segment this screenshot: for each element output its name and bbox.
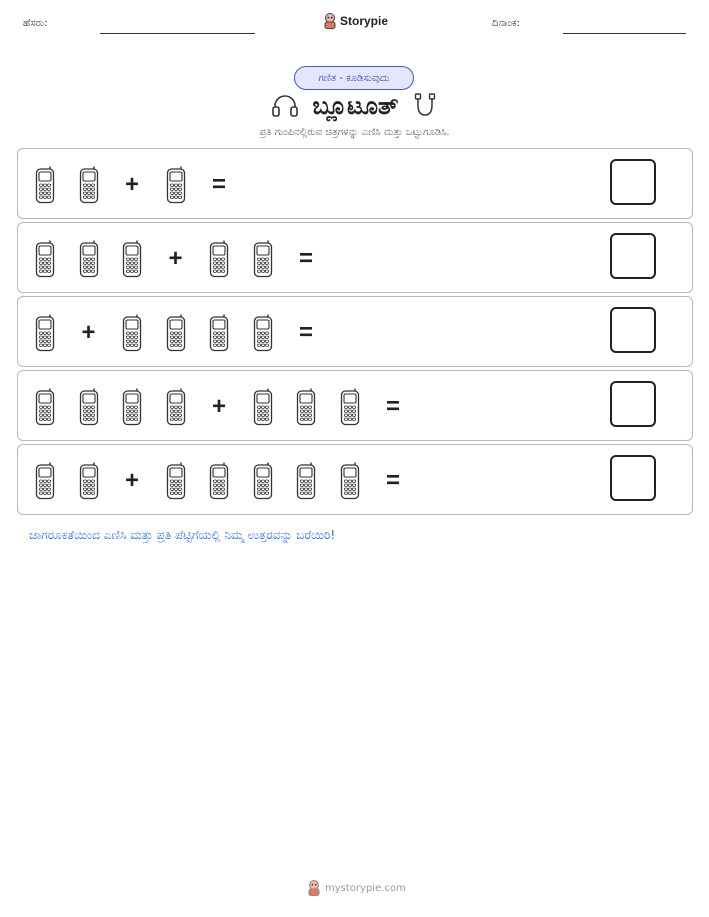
plus-sign: + <box>211 392 226 420</box>
worksheet-title <box>0 90 709 122</box>
mobile-phone-icon <box>120 297 144 368</box>
mobile-phone-icon <box>77 223 101 294</box>
brand-logo <box>323 13 388 29</box>
mobile-phone-icon <box>164 297 188 368</box>
mobile-phone-icon <box>207 445 231 516</box>
equals-sign: = <box>385 392 400 420</box>
instruction-text: ಜಾಗರೂಕತೆಯಿಂದ ಎಣಿಸಿ ಮತ್ತು ಪ್ರತಿ ಪೆಟ್ಟಿಗೆಯಲ್ಲಿ ನಿಮ್ಮ ಉತ್ತರವನ್ನು ಬರೆಯಿರಿ! <box>29 528 336 542</box>
answer-box[interactable] <box>610 307 656 353</box>
problem-row <box>17 148 693 219</box>
mobile-phone-icon <box>33 223 57 294</box>
mobile-phone-icon <box>338 371 362 442</box>
topic-tag: ಗಣಿತ - ಕೂಡಿಸುವುದು <box>294 66 414 90</box>
answer-box[interactable] <box>610 455 656 501</box>
mobile-phone-icon <box>77 371 101 442</box>
cable-icon <box>412 93 438 119</box>
title-text: ಬ್ಲೂಟೂತ್ <box>312 92 399 120</box>
equals-sign: = <box>211 170 226 198</box>
mobile-phone-icon <box>207 297 231 368</box>
mobile-phone-icon <box>338 445 362 516</box>
footer-brand <box>307 880 406 896</box>
mobile-phone-icon <box>251 223 275 294</box>
storypie-mascot-icon <box>307 880 321 896</box>
problem-row <box>17 444 693 515</box>
mobile-phone-icon <box>77 445 101 516</box>
plus-sign: + <box>168 244 183 272</box>
footer-site: mystorypie.com <box>325 882 406 894</box>
problem-row <box>17 222 693 293</box>
plus-sign: + <box>124 170 139 198</box>
mobile-phone-icon <box>251 297 275 368</box>
mobile-phone-icon <box>164 371 188 442</box>
plus-sign: + <box>124 466 139 494</box>
equals-sign: = <box>298 318 313 346</box>
mobile-phone-icon <box>251 371 275 442</box>
mobile-phone-icon <box>120 371 144 442</box>
mobile-phone-icon <box>164 445 188 516</box>
answer-box[interactable] <box>610 159 656 205</box>
date-line <box>563 33 686 34</box>
mobile-phone-icon <box>294 445 318 516</box>
answer-box[interactable] <box>610 233 656 279</box>
mobile-phone-icon <box>294 371 318 442</box>
storypie-mascot-icon <box>323 13 337 29</box>
mobile-phone-icon <box>33 445 57 516</box>
mobile-phone-icon <box>164 149 188 220</box>
mobile-phone-icon <box>33 371 57 442</box>
answer-box[interactable] <box>610 381 656 427</box>
date-label: ದಿನಾಂಕ: <box>492 18 520 29</box>
mobile-phone-icon <box>33 149 57 220</box>
equals-sign: = <box>385 466 400 494</box>
equals-sign: = <box>298 244 313 272</box>
mobile-phone-icon <box>77 149 101 220</box>
problem-row <box>17 370 693 441</box>
brand-name: Storypie <box>340 14 389 28</box>
plus-sign: + <box>81 318 96 346</box>
mobile-phone-icon <box>120 223 144 294</box>
mobile-phone-icon <box>33 297 57 368</box>
subtitle: ಪ್ರತಿ ಗುಂಪಿನಲ್ಲಿರುವ ಚಿತ್ರಗಳನ್ನು ಎಣಿಸಿ ಮತ್ತು ಒಟ್ಟುಗೂಡಿಸಿ. <box>259 127 450 138</box>
mobile-phone-icon <box>207 223 231 294</box>
problem-row <box>17 296 693 367</box>
name-line <box>100 33 255 34</box>
mobile-phone-icon <box>251 445 275 516</box>
headphones-icon <box>271 93 299 119</box>
name-label: ಹೆಸರು: <box>23 18 48 29</box>
